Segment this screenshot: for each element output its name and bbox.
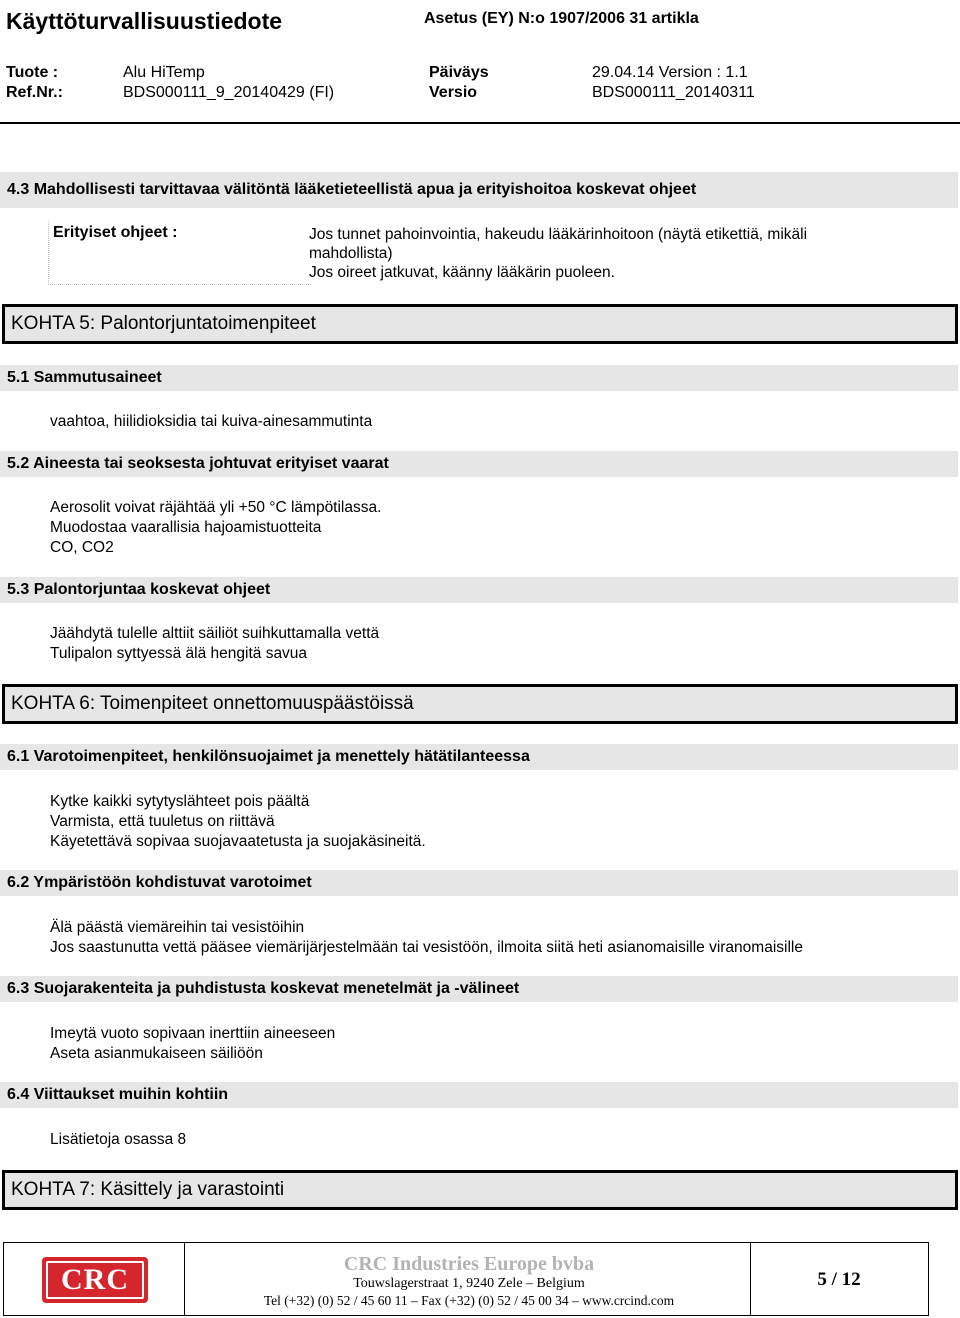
body-line: Lisätietoja osassa 8 <box>50 1131 187 1148</box>
crc-logo-text: CRC <box>61 1263 129 1296</box>
body-line: CO, CO2 <box>50 539 114 556</box>
subsection-6-1-title: 6.1 Varotoimenpiteet, henkilönsuojaimet ja menettely hätätilanteessa <box>7 748 530 765</box>
section-7-header <box>2 1170 958 1210</box>
refnr-value: BDS000111_9_20140429 (FI) <box>123 84 335 101</box>
body-line: Muodostaa vaarallisia hajoamistuotteita <box>50 519 322 536</box>
crc-logo <box>42 1257 148 1303</box>
page-footer <box>3 1242 929 1316</box>
body-line: Jos saastunutta vettä pääsee viemärijärjestelmään tai vesistöön, ilmoita siitä heti asianomaisille viranomaisille <box>50 939 803 956</box>
tuote-value: Alu HiTemp <box>123 64 205 81</box>
body-line: vaahtoa, hiilidioksidia tai kuiva-ainesammutinta <box>50 413 373 430</box>
subsection-4-3 <box>0 172 958 208</box>
paivays-label: Päiväys <box>429 64 489 81</box>
page-number: 5 / 12 <box>817 1269 861 1290</box>
body-line: Aseta asianmukaiseen säiliöön <box>50 1045 263 1062</box>
subsection-5-1 <box>0 365 958 391</box>
regulation-reference: Asetus (EY) N:o 1907/2006 31 artikla <box>424 10 699 27</box>
versio-label: Versio <box>429 84 478 101</box>
document-title: Käyttöturvallisuustiedote <box>6 8 283 34</box>
instruction-line: mahdollista) <box>309 245 393 262</box>
body-line: Käyetettävä sopivaa suojavaatetusta ja suojakäsineitä. <box>50 833 426 850</box>
footer-divider <box>184 1243 185 1315</box>
body-line: Aerosolit voivat räjähtää yli +50 °C lämpötilassa. <box>50 499 382 516</box>
body-line: Imeytä vuoto sopivaan inerttiin aineeseen <box>50 1025 336 1042</box>
subsection-6-4 <box>0 1082 958 1108</box>
body-line: Jäähdytä tulelle alttiit säiliöt suihkuttamalla vettä <box>50 625 380 642</box>
body-line: Varmista, että tuuletus on riittävä <box>50 813 275 830</box>
subsection-6-4-title: 6.4 Viittaukset muihin kohtiin <box>7 1086 229 1103</box>
company-name: CRC Industries Europe bvba <box>343 1253 595 1275</box>
tuote-label: Tuote : <box>6 64 59 81</box>
body-line: Kytke kaikki sytytyslähteet pois päältä <box>50 793 310 810</box>
subsection-6-3-title: 6.3 Suojarakenteita ja puhdistusta koskevat menetelmät ja -välineet <box>7 980 520 997</box>
section-5-title: KOHTA 5: Palontorjuntatoimenpiteet <box>11 313 316 334</box>
subsection-4-3-title: 4.3 Mahdollisesti tarvittavaa välitöntä lääketieteellistä apua ja erityishoitoa koskevat ohjeet <box>7 181 697 198</box>
subsection-5-3-title: 5.3 Palontorjuntaa koskevat ohjeet <box>7 581 271 598</box>
paivays-value: 29.04.14 Version : 1.1 <box>592 64 748 81</box>
subsection-6-1 <box>0 744 958 770</box>
subsection-5-2 <box>0 451 958 477</box>
body-line: Älä päästä viemäreihin tai vesistöihin <box>50 919 305 936</box>
subsection-6-2 <box>0 870 958 896</box>
header-divider <box>0 122 960 124</box>
section-6-header <box>2 684 958 724</box>
subsection-6-3 <box>0 976 958 1002</box>
subsection-6-2-title: 6.2 Ympäristöön kohdistuvat varotoimet <box>7 874 312 891</box>
instruction-label: Erityiset ohjeet : <box>53 224 178 241</box>
company-address: Touwslagerstraat 1, 9240 Zele – Belgium <box>353 1276 585 1291</box>
body-line: Tulipalon syttyessä älä hengitä savua <box>50 645 308 662</box>
subsection-5-3 <box>0 577 958 603</box>
subsection-5-2-title: 5.2 Aineesta tai seoksesta johtuvat erityiset vaarat <box>7 455 389 472</box>
section-7-title: KOHTA 7: Käsittely ja varastointi <box>11 1179 285 1200</box>
instruction-line: Jos tunnet pahoinvointia, hakeudu lääkärinhoitoon (näytä etikettiä, mikäli <box>309 226 808 243</box>
company-contact: Tel (+32) (0) 52 / 45 60 11 – Fax (+32) (0) 52 / 45 00 34 – www.crcind.com <box>263 1293 675 1308</box>
subsection-5-1-title: 5.1 Sammutusaineet <box>7 369 162 386</box>
section-5-header <box>2 304 958 344</box>
section-6-title: KOHTA 6: Toimenpiteet onnettomuuspäästöissä <box>11 693 414 714</box>
versio-value: BDS000111_20140311 <box>592 84 755 101</box>
refnr-label: Ref.Nr.: <box>6 84 63 101</box>
instruction-line: Jos oireet jatkuvat, käänny lääkärin puoleen. <box>309 264 615 281</box>
